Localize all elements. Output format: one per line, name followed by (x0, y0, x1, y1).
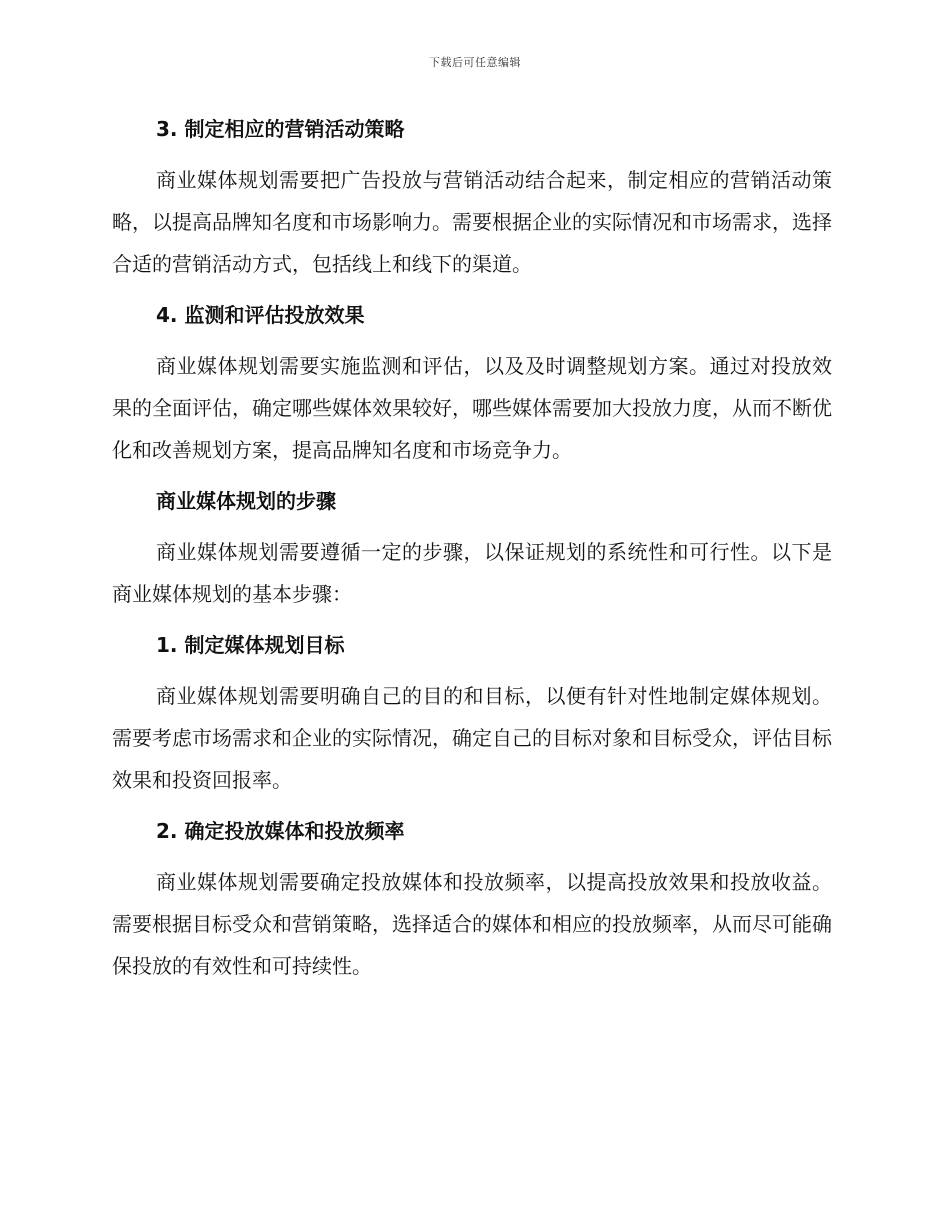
section-steps (112, 480, 832, 615)
section-4 (112, 294, 832, 471)
step-2 (112, 810, 832, 987)
section-heading: 4. 监测和评估投放效果 (156, 303, 365, 327)
section-heading: 3. 制定相应的营销活动策略 (156, 117, 405, 141)
step-1 (112, 624, 832, 801)
section-paragraph: 商业媒体规划需要遵循一定的步骤，以保证规划的系统性和可行性。以下是商业媒体规划的基本步骤： (112, 540, 832, 606)
section-heading: 1. 制定媒体规划目标 (156, 633, 345, 657)
section-3 (112, 108, 832, 285)
section-paragraph: 商业媒体规划需要明确自己的目的和目标，以便有针对性地制定媒体规划。需要考虑市场需求和企业的实际情况，确定自己的目标对象和目标受众，评估目标效果和投资回报率。 (112, 684, 832, 792)
page-header: 下载后可任意编辑 (429, 56, 521, 69)
section-heading: 商业媒体规划的步骤 (156, 489, 336, 513)
section-paragraph: 商业媒体规划需要实施监测和评估，以及及时调整规划方案。通过对投放效果的全面评估，确定哪些媒体效果较好，哪些媒体需要加大投放力度，从而不断优化和改善规划方案，提高品牌知名度和市场竞争力。 (112, 354, 832, 462)
section-heading: 2. 确定投放媒体和投放频率 (156, 819, 405, 843)
document-body (112, 108, 832, 996)
section-paragraph: 商业媒体规划需要把广告投放与营销活动结合起来，制定相应的营销活动策略，以提高品牌知名度和市场影响力。需要根据企业的实际情况和市场需求，选择合适的营销活动方式，包括线上和线下的渠道。 (112, 168, 832, 276)
section-paragraph: 商业媒体规划需要确定投放媒体和投放频率，以提高投放效果和投放收益。需要根据目标受众和营销策略，选择适合的媒体和相应的投放频率，从而尽可能确保投放的有效性和可持续性。 (112, 870, 832, 978)
